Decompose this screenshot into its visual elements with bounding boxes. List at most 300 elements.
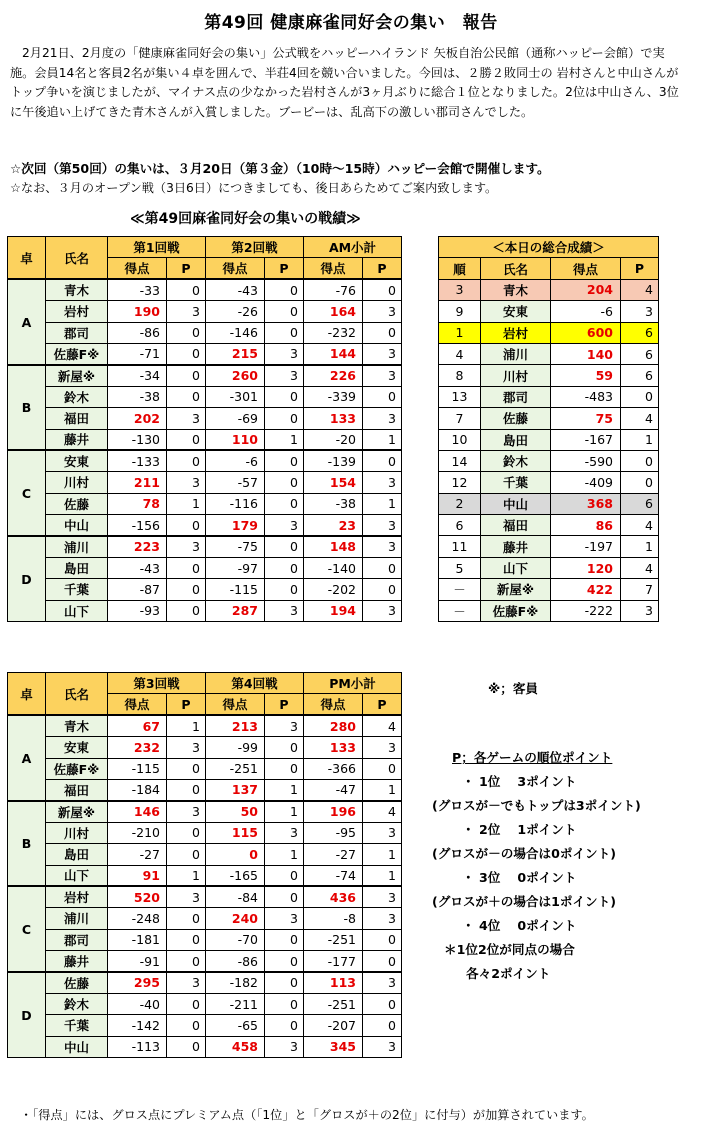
point-cell: 3 [363, 515, 402, 536]
score-cell: 115 [206, 822, 265, 843]
point-cell: 3 [363, 365, 402, 386]
table-row [8, 579, 402, 600]
score-cell: -366 [304, 758, 363, 779]
pm-results-table [7, 672, 402, 1058]
p-header: P [621, 258, 659, 279]
point-cell: 3 [167, 801, 206, 822]
summary-title-row [439, 237, 659, 258]
point-cell: 3 [265, 515, 304, 536]
p-header: P [363, 694, 402, 715]
point-cell: 0 [363, 951, 402, 972]
table-row [8, 322, 402, 343]
score-cell: 59 [551, 365, 621, 386]
point-cell: 4 [363, 801, 402, 822]
point-cell: 0 [167, 343, 206, 364]
score-cell: -113 [108, 1036, 167, 1057]
guest-note: ※；客員 [488, 681, 539, 696]
point-cell: 0 [265, 472, 304, 493]
score-cell: -43 [206, 279, 265, 300]
point-cell: 3 [167, 886, 206, 907]
score-cell: -165 [206, 865, 265, 886]
score-cell: 190 [108, 301, 167, 322]
score-cell: 215 [206, 343, 265, 364]
points-note-line: 各々2ポイント [466, 966, 551, 981]
score-cell: -91 [108, 951, 167, 972]
player-name: 佐藤 [481, 408, 551, 429]
score-cell: -339 [304, 386, 363, 407]
score-cell: -74 [304, 865, 363, 886]
summary-row [439, 515, 659, 536]
point-cell: 0 [363, 579, 402, 600]
summary-row [439, 429, 659, 450]
point-cell: 0 [265, 737, 304, 758]
rank-cell: － [439, 600, 481, 621]
point-cell: 1 [621, 429, 659, 450]
point-cell: 3 [363, 343, 402, 364]
rank-cell: 1 [439, 322, 481, 343]
point-cell: 0 [265, 279, 304, 300]
point-cell: 0 [167, 279, 206, 300]
header-row [8, 673, 402, 694]
point-cell: 0 [167, 1015, 206, 1036]
score-cell: -251 [304, 993, 363, 1014]
summary-row [439, 600, 659, 621]
table-row [8, 908, 402, 929]
point-cell: 0 [363, 386, 402, 407]
rank-cell: 11 [439, 536, 481, 557]
player-name: 岩村 [46, 886, 108, 907]
round-header: 第4回戦 [206, 673, 304, 694]
player-name: 郡司 [46, 322, 108, 343]
point-cell: 0 [265, 301, 304, 322]
score-cell: 260 [206, 365, 265, 386]
intro-paragraph: 2月21日、2月度の「健康麻雀同好会の集い」公式戦をハッピーハイランド 矢板自治公民館（通称ハッピー会館）で実施。会員14名と客員2名が集い４卓を囲んで、半荘4回を競い合いました。今回は、２勝２敗同士の 岩村さんと中山さんがトップ争いを演じましたが、マイナス点の少なかった岩村さんが3ヶ月ぶりに総合１位となりました。2位は中山さん、3位に午後追い上げてきた青木さんが入賞しました。ブービーは、乱高下の激しい郡司さんでした。 [10, 46, 679, 119]
player-name: 佐藤F※ [46, 758, 108, 779]
score-cell: 280 [304, 715, 363, 736]
score-cell: -142 [108, 1015, 167, 1036]
score-cell: -211 [206, 993, 265, 1014]
score-cell: -483 [551, 386, 621, 407]
point-cell: 3 [265, 1036, 304, 1057]
points-note-line: (グロスが＋の場合は1ポイント) [432, 894, 616, 909]
score-cell: -167 [551, 429, 621, 450]
score-cell: 67 [108, 715, 167, 736]
table-row [8, 993, 402, 1014]
score-cell: 86 [551, 515, 621, 536]
score-cell: 240 [206, 908, 265, 929]
score-cell: 133 [304, 737, 363, 758]
summary-row [439, 279, 659, 300]
score-cell: -27 [108, 844, 167, 865]
taku-cell: B [8, 365, 46, 451]
point-cell: 1 [621, 536, 659, 557]
summary-header-row [439, 258, 659, 279]
player-name: 岩村 [46, 301, 108, 322]
score-cell: -130 [108, 429, 167, 450]
score-cell: -232 [304, 322, 363, 343]
table-row [8, 450, 402, 471]
score-cell: 146 [108, 801, 167, 822]
taku-cell: B [8, 801, 46, 887]
points-note-line: P；各ゲームの順位ポイント [452, 750, 613, 765]
point-cell: 0 [265, 557, 304, 578]
points-note-line: ・ 3位 0ポイント [462, 870, 577, 885]
point-cell: 3 [621, 301, 659, 322]
point-cell: 4 [363, 715, 402, 736]
score-cell: -75 [206, 536, 265, 557]
player-name: 中山 [481, 493, 551, 514]
point-cell: 0 [265, 993, 304, 1014]
score-cell: -202 [304, 579, 363, 600]
point-cell: 6 [621, 322, 659, 343]
score-cell: -87 [108, 579, 167, 600]
point-cell: 3 [265, 908, 304, 929]
point-cell: 0 [265, 386, 304, 407]
summary-row [439, 536, 659, 557]
score-cell: -182 [206, 972, 265, 993]
point-cell: 3 [167, 472, 206, 493]
summary-row [439, 386, 659, 407]
score-cell: 520 [108, 886, 167, 907]
player-name: 鈴木 [481, 450, 551, 471]
point-cell: 4 [621, 515, 659, 536]
next-meeting-notice: ☆次回（第50回）の集いは、３月20日（第３金）（10時～15時）ハッピー会館で開催します。 [10, 161, 550, 176]
score-cell: -69 [206, 408, 265, 429]
point-cell: 3 [265, 365, 304, 386]
summary-row [439, 557, 659, 578]
point-cell: 0 [265, 493, 304, 514]
score-cell: -86 [206, 951, 265, 972]
score-cell: -84 [206, 886, 265, 907]
player-name: 青木 [46, 279, 108, 300]
point-cell: 4 [621, 279, 659, 300]
taku-cell: A [8, 715, 46, 801]
score-cell: -20 [304, 429, 363, 450]
score-cell: -133 [108, 450, 167, 471]
player-name: 川村 [46, 822, 108, 843]
table-row [8, 408, 402, 429]
point-cell: 0 [265, 408, 304, 429]
point-cell: 3 [363, 472, 402, 493]
score-cell: 295 [108, 972, 167, 993]
point-cell: 1 [167, 493, 206, 514]
table-row [8, 972, 402, 993]
table-row [8, 715, 402, 736]
taku-cell: D [8, 972, 46, 1058]
score-cell: -222 [551, 600, 621, 621]
score-cell: -27 [304, 844, 363, 865]
player-name: 島田 [481, 429, 551, 450]
taku-cell: D [8, 536, 46, 622]
player-name: 千葉 [481, 472, 551, 493]
point-cell: 3 [167, 536, 206, 557]
player-name: 川村 [46, 472, 108, 493]
score-cell: 75 [551, 408, 621, 429]
player-name: 中山 [46, 1036, 108, 1057]
table-row [8, 779, 402, 800]
points-note-line: ・ 1位 3ポイント [462, 774, 577, 789]
point-cell: 0 [167, 929, 206, 950]
point-cell: 0 [167, 844, 206, 865]
rank-cell: 13 [439, 386, 481, 407]
player-name: 青木 [481, 279, 551, 300]
point-cell: 0 [167, 951, 206, 972]
taku-cell: C [8, 450, 46, 536]
points-note-line: ・ 2位 1ポイント [462, 822, 577, 837]
points-note-line: ＊1位2位が同点の場合 [444, 942, 575, 957]
table-row [8, 1015, 402, 1036]
score-cell: -47 [304, 779, 363, 800]
player-name: 新屋※ [481, 579, 551, 600]
player-name: 新屋※ [46, 801, 108, 822]
point-cell: 0 [167, 822, 206, 843]
point-cell: 0 [621, 450, 659, 471]
p-header: P [265, 258, 304, 279]
summary-row [439, 472, 659, 493]
score-cell: 458 [206, 1036, 265, 1057]
point-cell: 3 [265, 822, 304, 843]
score-cell: -33 [108, 279, 167, 300]
table-row [8, 951, 402, 972]
score-cell: 211 [108, 472, 167, 493]
header-row [8, 237, 402, 258]
score-cell: -301 [206, 386, 265, 407]
score-cell: 223 [108, 536, 167, 557]
score-cell: 600 [551, 322, 621, 343]
summary-row [439, 579, 659, 600]
player-name: 福田 [481, 515, 551, 536]
open-match-notice: ☆なお、３月のオープン戦（3日6日）につきましても、後日あらためてご案内致します。 [10, 181, 498, 195]
score-header: 得点 [206, 694, 265, 715]
point-cell: 3 [363, 822, 402, 843]
points-note-line: ・ 4位 0ポイント [462, 918, 577, 933]
score-cell: 179 [206, 515, 265, 536]
table-row [8, 844, 402, 865]
score-cell: -26 [206, 301, 265, 322]
score-cell: 154 [304, 472, 363, 493]
score-cell: 140 [551, 343, 621, 364]
point-cell: 1 [265, 801, 304, 822]
score-cell: -6 [551, 301, 621, 322]
table-row [8, 801, 402, 822]
point-cell: 7 [621, 579, 659, 600]
rank-cell: 2 [439, 493, 481, 514]
score-cell: 120 [551, 557, 621, 578]
player-name: 佐藤F※ [46, 343, 108, 364]
point-cell: 1 [363, 779, 402, 800]
score-cell: -65 [206, 1015, 265, 1036]
player-name: 山下 [46, 600, 108, 621]
player-name: 浦川 [46, 536, 108, 557]
score-cell: -409 [551, 472, 621, 493]
point-cell: 0 [167, 908, 206, 929]
point-cell: 0 [265, 972, 304, 993]
player-name: 安東 [46, 450, 108, 471]
score-cell: 422 [551, 579, 621, 600]
score-cell: 148 [304, 536, 363, 557]
rank-header: 順 [439, 258, 481, 279]
taku-cell: A [8, 279, 46, 365]
player-name: 山下 [46, 865, 108, 886]
score-cell: -99 [206, 737, 265, 758]
p-header: P [265, 694, 304, 715]
score-cell: 137 [206, 779, 265, 800]
summary-row [439, 322, 659, 343]
taku-header: 卓 [8, 673, 46, 716]
player-name: 鈴木 [46, 993, 108, 1014]
player-name: 藤井 [46, 951, 108, 972]
player-name: 藤井 [46, 429, 108, 450]
score-cell: -177 [304, 951, 363, 972]
rank-cell: 7 [439, 408, 481, 429]
score-cell: 368 [551, 493, 621, 514]
rank-cell: 3 [439, 279, 481, 300]
player-name: 浦川 [46, 908, 108, 929]
point-cell: 0 [167, 993, 206, 1014]
table-row [8, 929, 402, 950]
player-name: 福田 [46, 408, 108, 429]
score-cell: -210 [108, 822, 167, 843]
score-cell: -139 [304, 450, 363, 471]
score-cell: 113 [304, 972, 363, 993]
player-name: 千葉 [46, 1015, 108, 1036]
point-cell: 0 [265, 322, 304, 343]
rank-cell: 12 [439, 472, 481, 493]
score-cell: 436 [304, 886, 363, 907]
overall-results-table [438, 236, 659, 622]
score-cell: 226 [304, 365, 363, 386]
score-cell: -43 [108, 557, 167, 578]
table-row [8, 472, 402, 493]
point-cell: 0 [265, 865, 304, 886]
score-cell: 133 [304, 408, 363, 429]
point-cell: 0 [265, 758, 304, 779]
point-cell: 0 [167, 779, 206, 800]
table-row [8, 493, 402, 514]
round-header: PM小計 [304, 673, 402, 694]
point-cell: 3 [363, 1036, 402, 1057]
score-cell: 144 [304, 343, 363, 364]
point-cell: 3 [363, 886, 402, 907]
point-cell: 4 [621, 557, 659, 578]
summary-row [439, 493, 659, 514]
point-cell: 3 [363, 536, 402, 557]
point-cell: 0 [265, 929, 304, 950]
point-cell: 1 [363, 844, 402, 865]
points-note-line: (グロスが－の場合は0ポイント) [432, 846, 616, 861]
round-header: AM小計 [304, 237, 402, 258]
point-cell: 0 [167, 600, 206, 621]
score-cell: 196 [304, 801, 363, 822]
player-name: 安東 [481, 301, 551, 322]
score-cell: -38 [108, 386, 167, 407]
score-cell: 345 [304, 1036, 363, 1057]
table-row [8, 886, 402, 907]
point-cell: 0 [363, 279, 402, 300]
player-name: 安東 [46, 737, 108, 758]
score-cell: -115 [206, 579, 265, 600]
points-note-line: (グロスが－でもトップは3ポイント) [432, 798, 641, 813]
point-cell: 1 [363, 429, 402, 450]
player-name: 山下 [481, 557, 551, 578]
point-cell: 1 [167, 865, 206, 886]
score-cell: -8 [304, 908, 363, 929]
score-cell: 23 [304, 515, 363, 536]
score-cell: -95 [304, 822, 363, 843]
summary-title: ＜本日の総合成績＞ [439, 237, 659, 258]
point-cell: 1 [167, 715, 206, 736]
player-name: 郡司 [46, 929, 108, 950]
table-row [8, 1036, 402, 1057]
table-row [8, 515, 402, 536]
score-cell: -76 [304, 279, 363, 300]
point-cell: 3 [265, 343, 304, 364]
point-cell: 0 [265, 536, 304, 557]
player-name: 藤井 [481, 536, 551, 557]
player-name: 佐藤F※ [481, 600, 551, 621]
point-cell: 0 [363, 993, 402, 1014]
name-header: 氏名 [46, 673, 108, 716]
score-cell: -197 [551, 536, 621, 557]
player-name: 千葉 [46, 579, 108, 600]
table-row [8, 279, 402, 300]
table-row [8, 758, 402, 779]
point-cell: 3 [265, 600, 304, 621]
point-cell: 3 [621, 600, 659, 621]
p-header: P [167, 258, 206, 279]
rank-cell: 10 [439, 429, 481, 450]
point-cell: 3 [167, 301, 206, 322]
rank-cell: － [439, 579, 481, 600]
score-header: 得点 [108, 258, 167, 279]
score-cell: -184 [108, 779, 167, 800]
player-name: 島田 [46, 844, 108, 865]
rank-cell: 5 [439, 557, 481, 578]
player-name: 福田 [46, 779, 108, 800]
summary-row [439, 343, 659, 364]
point-cell: 0 [167, 386, 206, 407]
point-cell: 0 [167, 322, 206, 343]
score-cell: -115 [108, 758, 167, 779]
player-name: 岩村 [481, 322, 551, 343]
point-cell: 1 [363, 493, 402, 514]
name-header: 氏名 [46, 237, 108, 280]
score-cell: 110 [206, 429, 265, 450]
score-cell: 78 [108, 493, 167, 514]
player-name: 青木 [46, 715, 108, 736]
score-cell: -70 [206, 929, 265, 950]
score-cell: -34 [108, 365, 167, 386]
name-header: 氏名 [481, 258, 551, 279]
page-title: 第49回 健康麻雀同好会の集い 報告 [204, 13, 498, 33]
table-row [8, 737, 402, 758]
point-cell: 0 [621, 386, 659, 407]
player-name: 川村 [481, 365, 551, 386]
point-cell: 0 [167, 579, 206, 600]
footer-note: ・「得点」には、グロス点にプレミアム点（「1位」と「グロスが＋の2位」に付与）が加算されています。 [20, 1108, 594, 1122]
p-header: P [167, 694, 206, 715]
point-cell: 3 [167, 737, 206, 758]
score-cell: -251 [304, 929, 363, 950]
am-results-table [7, 236, 402, 622]
score-cell: -116 [206, 493, 265, 514]
summary-row [439, 408, 659, 429]
results-subtitle: ≪第49回麻雀同好会の集いの戦績≫ [130, 211, 361, 227]
score-cell: -251 [206, 758, 265, 779]
point-cell: 0 [265, 450, 304, 471]
rank-cell: 4 [439, 343, 481, 364]
point-cell: 1 [265, 429, 304, 450]
